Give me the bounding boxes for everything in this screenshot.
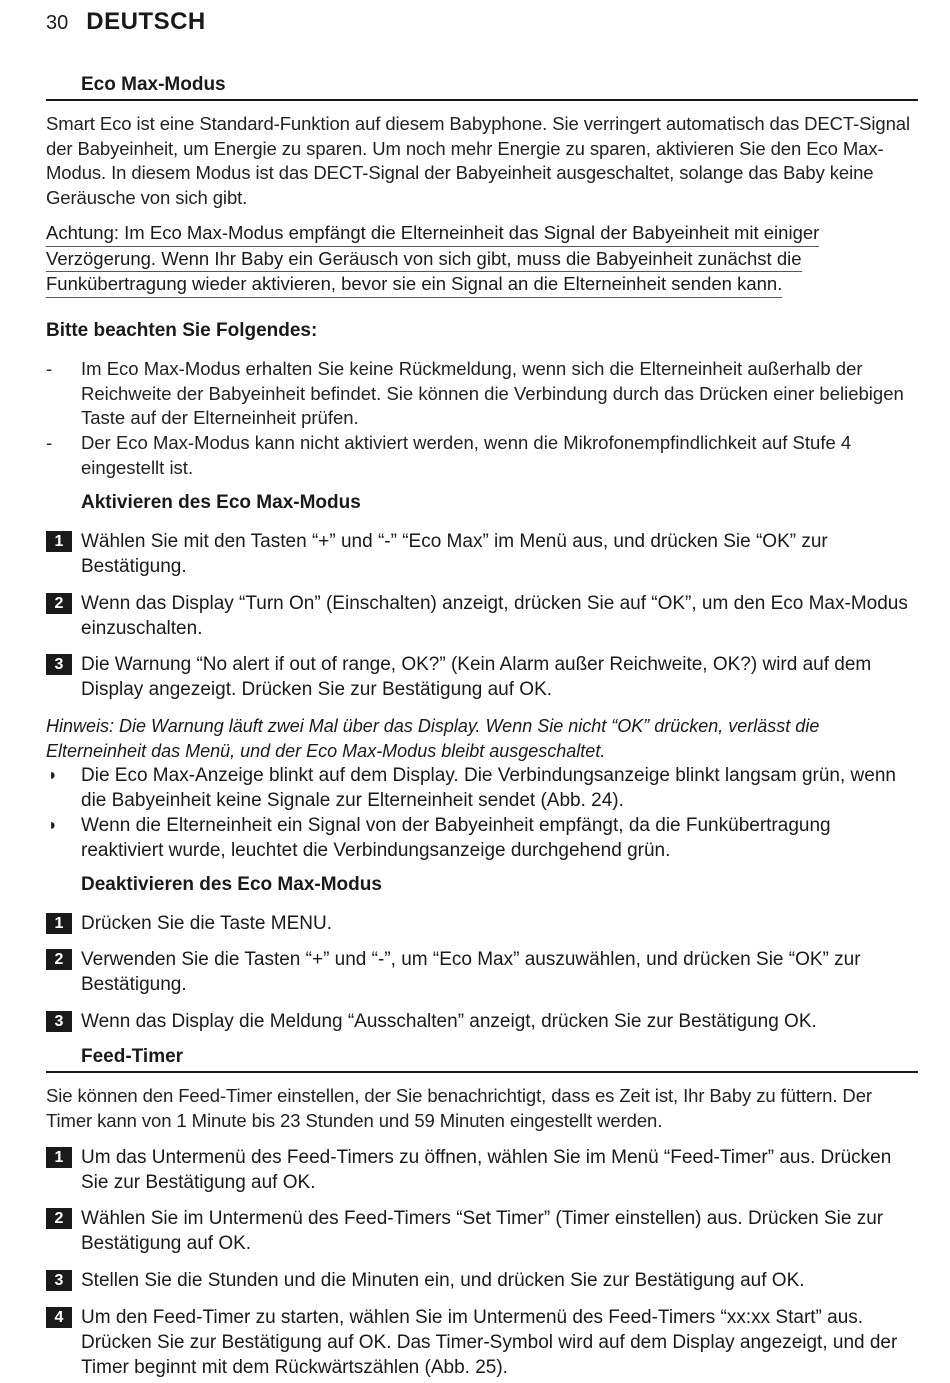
- result-item: [46, 813, 918, 863]
- notice-item: [46, 357, 918, 431]
- section-title-feed-timer: Feed-Timer: [46, 1046, 918, 1073]
- notice-item-text: Der Eco Max-Modus kann nicht aktiviert werden, wenn die Mikrofonempfindlichkeit auf Stufe 4 eingestellt ist.: [81, 432, 852, 478]
- deactivate-step: [46, 1009, 918, 1034]
- eco-max-warning: [46, 221, 896, 298]
- step-number-badge: 3: [46, 654, 72, 675]
- step-number-badge: 1: [46, 913, 72, 934]
- step-number-badge: 1: [46, 1147, 72, 1168]
- step-number-badge: 1: [46, 531, 72, 552]
- step-text: Wenn das Display “Turn On” (Einschalten) anzeigt, drücken Sie auf “OK”, um den Eco Max-Modus einzuschalten.: [81, 593, 908, 639]
- step-number-badge: 2: [46, 1208, 72, 1229]
- result-text: Die Eco Max-Anzeige blinkt auf dem Display. Die Verbindungsanzeige blinkt langsam grün, wenn die Babyeinheit keine Signale zur Elterneinheit sendet (Abb. 24).: [81, 765, 896, 811]
- step-text: Die Warnung “No alert if out of range, OK?” (Kein Alarm außer Reichweite, OK?) wird auf dem Display angezeigt. Drücken Sie zur Bestätigung auf OK.: [81, 654, 872, 700]
- feed-timer-intro: Sie können den Feed-Timer einstellen, der Sie benachrichtigt, dass es Zeit ist, Ihr Baby zu füttern. Der Timer kann von 1 Minute bis 23 Stunden und 59 Minuten eingestellt werden.: [46, 1085, 872, 1131]
- warning-line: Achtung: Im Eco Max-Modus empfängt die Elterneinheit das Signal der Babyeinheit mit einiger: [46, 221, 819, 247]
- notice-item-text: Im Eco Max-Modus erhalten Sie keine Rückmeldung, wenn sich die Elterneinheit außerhalb der Reichweite der Babyeinheit befindet. Sie können die Verbindung durch das Drücken einer beliebigen Taste auf der Elterneinheit prüfen.: [81, 358, 904, 428]
- language-title: DEUTSCH: [86, 8, 206, 35]
- step-text: Um den Feed-Timer zu starten, wählen Sie im Untermenü des Feed-Timers “xx:xx Start” aus. Drücken Sie zur Bestätigung auf OK. Das Timer-Symbol wird auf dem Display angezeigt, und der Timer beginnt mit dem Rückwärtszählen (Abb. 25).: [81, 1307, 898, 1378]
- step-number-badge: 2: [46, 949, 72, 970]
- activate-step: [46, 529, 918, 579]
- step-number-badge: 3: [46, 1270, 72, 1291]
- step-text: Drücken Sie die Taste MENU.: [81, 913, 332, 934]
- step-number-badge: 4: [46, 1307, 72, 1328]
- eco-max-intro: Smart Eco ist eine Standard-Funktion auf diesem Babyphone. Sie verringert automatisch das DECT-Signal der Babyeinheit, um Energie zu sparen. Um noch mehr Energie zu sparen, aktivieren Sie den Eco Max-Modus. In diesem Modus ist das DECT-Signal der Babyeinheit ausgeschaltet, solange das Baby keine Geräusche von sich gibt.: [46, 113, 910, 208]
- section-title-eco-max: Eco Max-Modus: [46, 74, 918, 101]
- step-text: Wählen Sie im Untermenü des Feed-Timers “Set Timer” (Timer einstellen) aus. Drücken Sie zur Bestätigung auf OK.: [81, 1208, 884, 1254]
- step-number-badge: 2: [46, 593, 72, 614]
- feed-timer-step: [46, 1305, 918, 1380]
- deactivate-step: [46, 947, 918, 997]
- activate-step: [46, 652, 918, 702]
- notice-heading: Bitte beachten Sie Folgendes:: [46, 320, 318, 341]
- step-text: Verwenden Sie die Tasten “+” und “-”, um “Eco Max” auszuwählen, und drücken Sie “OK” zur Bestätigung.: [81, 949, 861, 995]
- triangle-bullet-icon: ◗: [48, 767, 58, 784]
- step-text: Um das Untermenü des Feed-Timers zu öffnen, wählen Sie im Menü “Feed-Timer” aus. Drücken Sie zur Bestätigung auf OK.: [81, 1147, 892, 1193]
- warning-line: Verzögerung. Wenn Ihr Baby ein Geräusch von sich gibt, muss die Babyeinheit zunächst die: [46, 247, 802, 273]
- deactivate-step: [46, 911, 918, 936]
- step-text: Stellen Sie die Stunden und die Minuten ein, und drücken Sie zur Bestätigung auf OK.: [81, 1270, 805, 1291]
- notice-item: [46, 431, 918, 480]
- activate-heading: Aktivieren des Eco Max-Modus: [81, 492, 361, 513]
- page-header: [46, 8, 206, 36]
- triangle-bullet-icon: ◗: [48, 817, 58, 834]
- feed-timer-step: [46, 1145, 918, 1195]
- activate-note: Hinweis: Die Warnung läuft zwei Mal über das Display. Wenn Sie nicht “OK” drücken, verlässt die Elterneinheit das Menü, und der Eco Max-Modus bleibt ausgeschaltet.: [46, 716, 820, 761]
- result-item: [46, 763, 918, 813]
- step-text: Wählen Sie mit den Tasten “+” und “-” “Eco Max” im Menü aus, und drücken Sie “OK” zur Bestätigung.: [81, 531, 828, 577]
- warning-line: Funkübertragung wieder aktivieren, bevor sie ein Signal an die Elterneinheit senden kann.: [46, 272, 782, 298]
- deactivate-heading: Deaktivieren des Eco Max-Modus: [81, 874, 382, 895]
- step-text: Wenn das Display die Meldung “Ausschalten” anzeigt, drücken Sie zur Bestätigung OK.: [81, 1011, 817, 1032]
- dash-marker: -: [46, 358, 53, 379]
- activate-step: [46, 591, 918, 641]
- feed-timer-step: [46, 1206, 918, 1256]
- page-number: 30: [46, 12, 69, 34]
- result-text: Wenn die Elterneinheit ein Signal von der Babyeinheit empfängt, da die Funkübertragung reaktiviert wurde, leuchtet die Verbindungsanzeige durchgehend grün.: [81, 815, 831, 861]
- step-number-badge: 3: [46, 1011, 72, 1032]
- dash-marker: -: [46, 432, 53, 453]
- feed-timer-step: [46, 1268, 918, 1293]
